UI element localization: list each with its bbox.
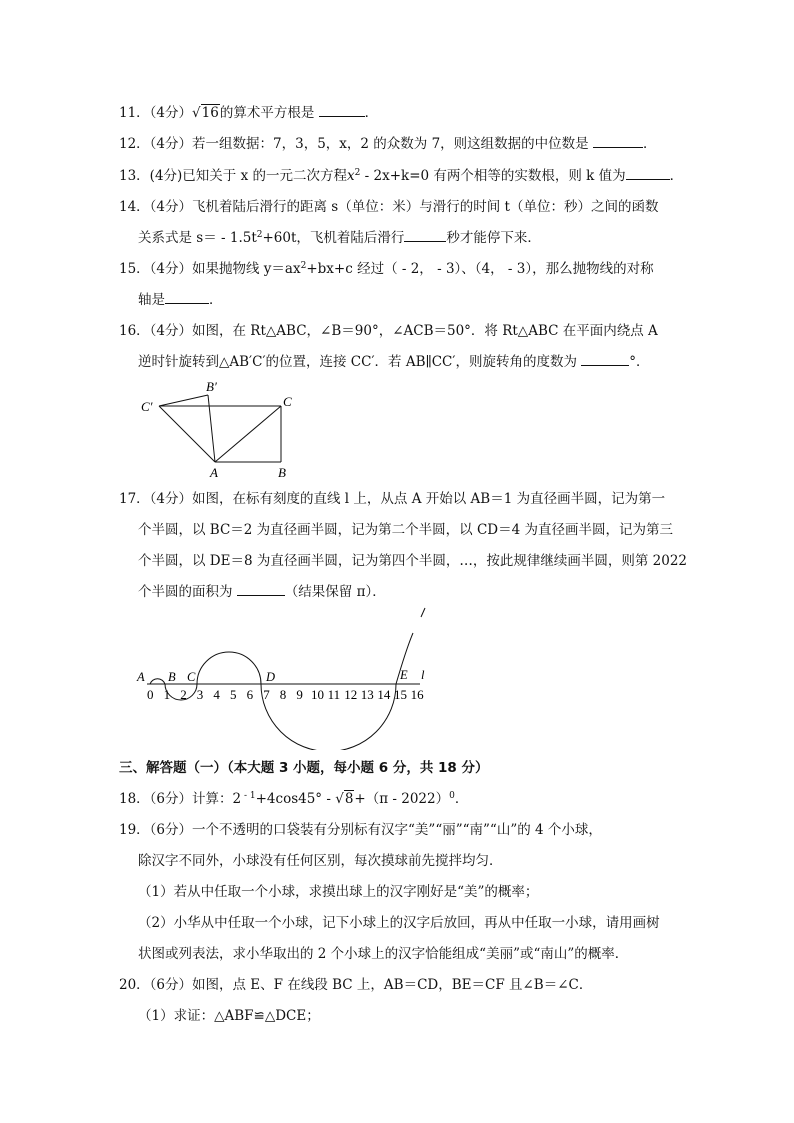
tick-label: 11 <box>327 687 341 702</box>
tick-label: 9 <box>296 687 303 702</box>
tick-label: 0 <box>147 687 154 702</box>
question-13: 13．(4分)已知关于 x 的一元二次方程$x^2 - 2x+k=0$ 有两个相等的实数根，则 k 值为 ． <box>119 168 684 184</box>
tick-label: 13 <box>360 687 374 702</box>
question-19-part-2: （2）小华从中任取一个小球，记下小球上的汉字后放回，再从中任取一小球，请用画树 <box>138 915 660 931</box>
tick-label: 2 <box>180 687 187 702</box>
question-19-line-2: 除汉字不同外，小球没有任何区别，每次摸球前先搅拌均匀． <box>138 853 503 869</box>
question-16-line-2: 逆时针旋转到△AB′C′的位置，连接 CC′．若 AB∥CC′，则旋转角的度数为 °． <box>138 354 650 370</box>
question-17-line-1: 17．（4分）如图，在标有刻度的直线 l 上，从点 A 开始以 AB＝1 为直径画半圆，记为第一 <box>119 491 666 507</box>
question-16-line-1: 16．（4分）如图，在 Rt△ABC，∠B＝90°，∠ACB＝50°．将 Rt△ABC 在平面内绕点 A <box>119 323 658 339</box>
answer-blank[interactable] <box>237 583 285 596</box>
sqrt-8: √8 <box>335 791 354 807</box>
point-a: A <box>137 670 145 684</box>
answer-blank[interactable] <box>319 104 365 117</box>
answer-blank[interactable] <box>581 353 629 366</box>
label-c: C <box>283 394 292 409</box>
question-12: 12．（4分）若一组数据：7，3，5，x，2 的众数为 7，则这组数据的中位数是 ． <box>119 136 657 152</box>
point-b: B <box>168 670 176 684</box>
question-14-line-2: 关系式是 $s= - 1.5t^2+60t$，飞机着陆后滑行 秒才能停下来． <box>138 230 541 246</box>
label-c-prime: C′ <box>141 399 153 414</box>
semicircle-1 <box>150 679 165 684</box>
question-18: 18．（6分）计算：2 $^{- 1}$+4cos45° - √8+（π - 2022）$^0$． <box>119 791 469 807</box>
question-20-line-1: 20．（6分）如图，点 E、F 在线段 BC 上，AB＝CD，BE＝CF 且∠B＝∠C． <box>119 977 593 993</box>
point-e: E <box>400 668 408 682</box>
tick-label: 1 <box>163 687 171 702</box>
point-d: D <box>266 670 276 684</box>
question-17-line-4: 个半圆的面积为 （结果保留 π）． <box>138 584 386 600</box>
section-3-heading: 三、解答题（一）（本大题 3 小题，每小题 6 分，共 18 分） <box>119 760 489 776</box>
tick-label: 14 <box>377 687 391 702</box>
answer-blank[interactable] <box>626 167 670 180</box>
semicircle-3 <box>197 652 261 684</box>
answer-blank[interactable] <box>593 135 643 148</box>
tick-label: 7 <box>263 687 270 702</box>
tick-labels <box>147 687 424 702</box>
question-17-line-2: 个半圆，以 BC＝2 为直径画半圆，记为第二个半圆，以 CD＝4 为直径画半圆，记为第三 <box>138 522 673 538</box>
tick-label: 3 <box>196 687 204 702</box>
question-15-line-2: 轴是 ． <box>138 292 223 308</box>
tick-label: 15 <box>394 687 407 702</box>
line-l-label: l <box>421 668 425 682</box>
tick-label: 12 <box>344 687 358 702</box>
label-b: B <box>278 465 286 480</box>
label-a: A <box>210 465 218 480</box>
question-19-line-5: 状图或列表法，求小华取出的 2 个小球上的汉字恰能组成“美丽”或“南山”的概率． <box>138 946 629 962</box>
q11-number: 11．（4分） <box>119 105 193 121</box>
question-15-line-1: 15．（4分）如果抛物线 $y=ax^2+bx+c$ 经过（ - 2， - 3）、（4， - 3），那么抛物线的对称 <box>119 261 654 277</box>
tick-label: 16 <box>410 687 424 702</box>
tick-label: 5 <box>230 687 237 702</box>
label-b-prime: B′ <box>206 379 217 394</box>
semicircles-figure <box>135 605 435 750</box>
answer-blank[interactable] <box>165 291 209 304</box>
tick-label: 4 <box>213 687 220 702</box>
question-19-line-1: 19．（6分）一个不透明的口袋装有分别标有汉字“美”“丽”“南”“山”的 4 个小球， <box>119 822 602 838</box>
sqrt-16: √16 <box>192 105 219 121</box>
question-20-part-1: （1）求证：△ABF≌△DCE； <box>138 1008 320 1024</box>
point-c: C <box>187 670 196 684</box>
question-11: 11．（4分）√16的算术平方根是 ． <box>119 105 379 121</box>
answer-blank[interactable] <box>404 229 446 242</box>
tick-label: 10 <box>311 687 324 702</box>
triangle-rotation-figure <box>138 375 308 485</box>
tick-label: 8 <box>279 687 287 702</box>
tick-label: 6 <box>246 687 254 702</box>
question-17-line-3: 个半圆，以 DE＝8 为直径画半圆，记为第四个半圆，…，按此规律继续画半圆，则第 2022 <box>138 553 687 569</box>
question-14-line-1: 14．（4分）飞机着陆后滑行的距离 s（单位：米）与滑行的时间 t（单位：秒）之间的函数 <box>119 199 659 215</box>
question-19-part-1: （1）若从中任取一个小球，求摸出球上的汉字刚好是“美”的概率； <box>138 884 539 900</box>
